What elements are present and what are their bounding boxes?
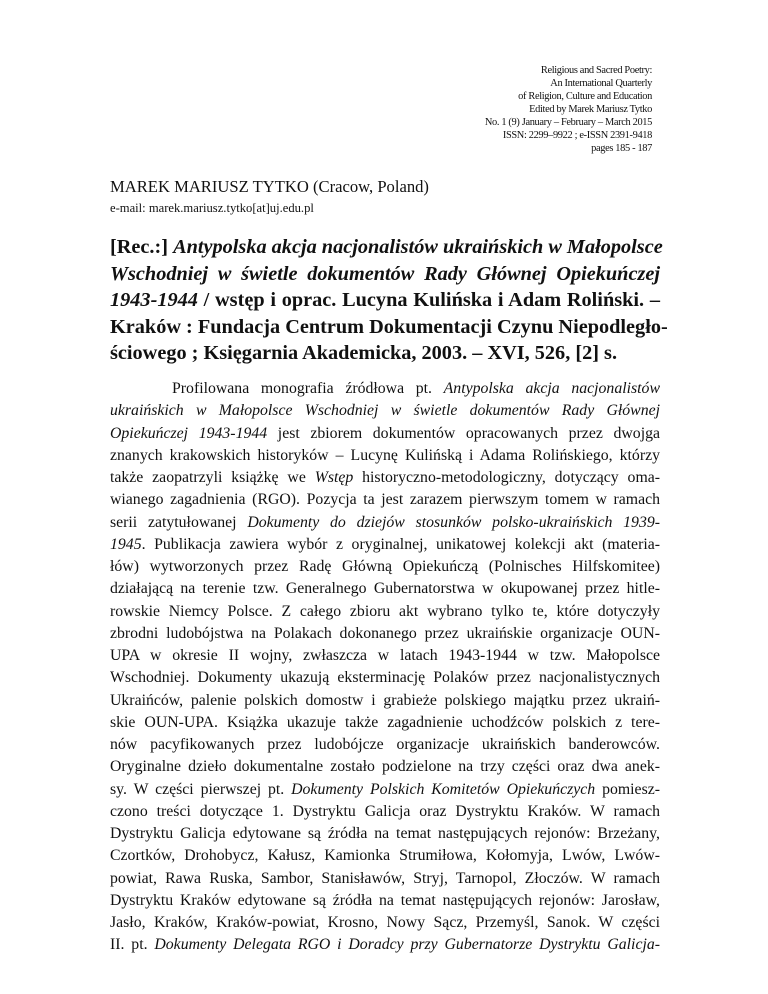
body-line: rowskie Niemcy Polsce. Z całego zbioru akt wybrano tylko te, które dotyczyły	[110, 602, 660, 620]
title-book-italic: 1943-1944	[110, 289, 198, 311]
body-text-span: jest zbiorem dokumentów opracowanych przez dwojga	[267, 424, 660, 442]
body-line: znanych krakowskich historyków – Lucynę Kulińską i Adama Rolińskiego, którzy	[110, 446, 660, 464]
body-line	[110, 378, 660, 400]
body-line: powiat, Rawa Ruska, Sambor, Stanisławów, Stryj, Tarnopol, Złoczów. W ramach	[110, 869, 660, 887]
body-italic-span: Antypolska akcja nacjonalistów	[443, 380, 660, 397]
journal-subtitle-line: An International Quarterly	[550, 78, 652, 89]
body-line: nów pacyfikowanych przez ludobójcze organizacje ukraińskich banderowców.	[110, 736, 660, 753]
body-line: działającą na terenie tzw. Generalnego Gubernatorstwa w okupowanej przez hitle-	[110, 580, 660, 598]
journal-pages-line: pages 185 - 187	[591, 143, 652, 154]
body-text-span: także zaopatrzyli książkę we	[110, 469, 315, 486]
journal-subtitle-line: of Religion, Culture and Education	[518, 91, 652, 102]
author-name: MAREK MARIUSZ TYTKO (Cracow, Poland)	[110, 177, 429, 196]
body-line: czono treści dotyczące 1. Dystryktu Galicja oraz Dystryktu Kraków. W ramach	[110, 802, 660, 820]
title-editors: / wstęp i oprac. Lucyna Kulińska i Adam Roliński. –	[197, 289, 660, 311]
author-email: e-mail: marek.mariusz.tytko[at]uj.edu.pl	[110, 201, 314, 215]
body-italic-span: Dokumenty do dziejów stosunków polsko-ukraińskich 1939-	[247, 513, 660, 531]
body-text-span: sy. W części pierwszej pt.	[110, 780, 292, 798]
body-text-span: serii zatytułowanej	[110, 513, 248, 531]
body-text-span: historyczno-metodologiczny, dotyczący oma-	[353, 469, 660, 486]
body-text-span: . Publikacja zawiera wybór z oryginalnej, unikatowej kolekcji akt (materia-	[141, 535, 660, 553]
body-italic-span: 1945	[110, 535, 142, 553]
body-line	[110, 534, 660, 556]
body-text	[110, 378, 660, 957]
body-line: Oryginalne dzieło dokumentalne zostało podzielone na trzy części oraz dwa anek-	[110, 758, 660, 776]
title-book-italic: Antypolska akcja nacjonalistów ukraińskich w Małopolsce	[173, 236, 663, 258]
body-italic-span: ukraińskich w Małopolsce Wschodniej w świetle dokumentów Rady Głównej	[110, 402, 660, 420]
title-prefix: [Rec.:]	[110, 236, 174, 258]
body-line: Dystryktu Kraków edytowane są źródła na temat następujących rejonów: Jarosław,	[110, 891, 660, 909]
body-line: skie OUN-UPA. Książka ukazuje także zagadnienie uchodźców polskich z tere-	[110, 713, 660, 731]
journal-issn-line: ISSN: 2299–9922 ; e-ISSN 2391-9418	[502, 130, 652, 141]
body-line: zbrodni ludobójstwa na Polakach dokonanego przez ukraińskie organizacje OUN-	[110, 624, 660, 642]
review-title	[110, 234, 668, 367]
body-line: łów) wytworzonych przez Radę Główną Opiekuńczą (Polnisches Hilfskomitee)	[110, 558, 660, 575]
body-italic-span: Opiekuńczej 1943-1944	[110, 424, 268, 442]
body-line: UPA w okresie II wojny, zwłaszcza w latach 1943-1944 w tzw. Małopolsce	[110, 647, 660, 664]
journal-editor-line: Edited by Marek Mariusz Tytko	[529, 104, 652, 115]
body-line	[110, 512, 660, 534]
body-line: Czortków, Drohobycz, Kałusz, Kamionka Strumiłowa, Kołomyja, Lwów, Lwów-	[110, 847, 660, 865]
body-line	[110, 467, 660, 489]
title-line: Kraków : Fundacja Centrum Dokumentacji Czynu Niepodległo-	[110, 315, 668, 338]
title-line	[110, 287, 660, 314]
journal-title-line: Religious and Sacred Poetry:	[540, 65, 652, 76]
title-line	[110, 261, 660, 288]
journal-issue-line: No. 1 (9) January – February – March 2015	[484, 117, 652, 128]
body-line: Dystryktu Galicja edytowane są źródła na temat następujących rejonów: Brzeżany,	[110, 825, 660, 842]
body-italic-span: Dokumenty Delegata RGO i Doradcy przy Gubernatorze Dystryktu Galicja-	[154, 936, 660, 954]
body-line: wianego zagadnienia (RGO). Pozycja ta jest zarazem pierwszym tomem w ramach	[110, 491, 660, 509]
body-text-span: Profilowana monografia źródłowa pt.	[172, 380, 444, 397]
body-text-span: pomiesz-	[595, 780, 660, 798]
body-line: Wschodniej. Dokumenty ukazują eksterminację Polaków przez nacjonalistycznych	[110, 669, 660, 687]
journal-info	[292, 64, 652, 155]
body-italic-span: Dokumenty Polskich Komitetów Opiekuńczych	[291, 780, 596, 798]
body-italic-span: Wstęp	[314, 469, 354, 486]
body-line	[110, 934, 660, 956]
body-line: Ukraińców, palenie polskich domostw i grabieże polskiego majątku przez ukraiń-	[110, 691, 660, 709]
body-line	[110, 400, 660, 422]
body-line: Jasło, Kraków, Kraków-powiat, Krosno, Nowy Sącz, Przemyśl, Sanok. W części	[110, 914, 660, 931]
body-text-span: II. pt.	[110, 936, 155, 954]
title-line	[110, 234, 663, 261]
body-line	[110, 423, 660, 445]
title-book-italic: Wschodniej w świetle dokumentów Rady Głównej Opiekuńczej	[110, 262, 660, 285]
body-line	[110, 779, 660, 801]
title-line: ściowego ; Księgarnia Akademicka, 2003. – XVI, 526, [2] s.	[110, 342, 618, 364]
